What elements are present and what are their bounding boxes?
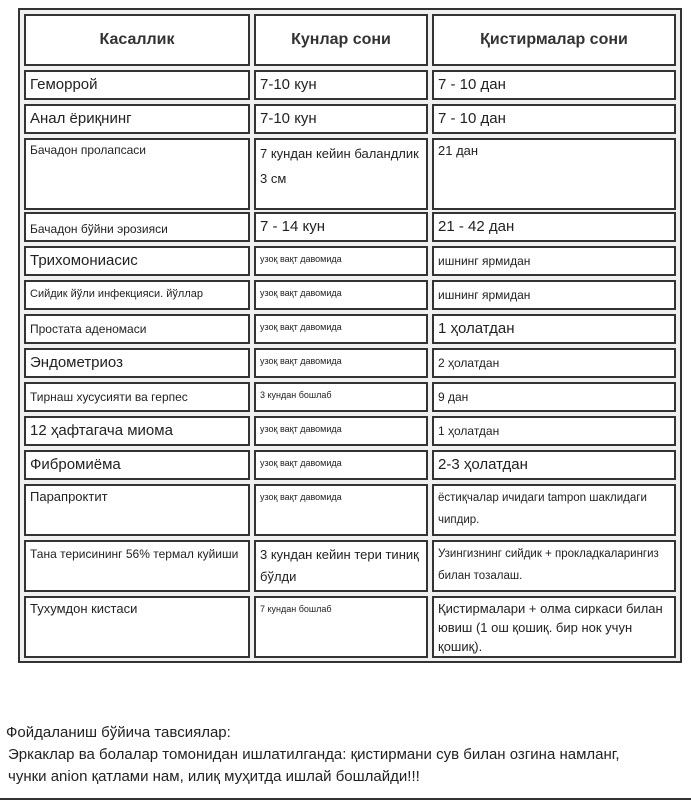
table-row bbox=[24, 540, 676, 592]
count-cell: 1 ҳолатдан bbox=[432, 416, 676, 446]
table-row bbox=[24, 596, 676, 658]
disease-cell: Геморрой bbox=[24, 70, 250, 100]
disease-cell: Бачадон бўйни эрозияси bbox=[24, 212, 250, 242]
table-row bbox=[24, 246, 676, 276]
days-cell: 7-10 кун bbox=[254, 104, 428, 134]
count-cell: 1 ҳолатдан bbox=[432, 314, 676, 344]
usage-recommendations-line-1: Эркаклар ва болалар томонидан ишлатилганда: қистирмани сув билан озгина намланг, bbox=[8, 746, 620, 763]
disease-cell: Бачадон пролапсаси bbox=[24, 138, 250, 210]
count-cell: ёстиқчалар ичидаги tampon шаклидаги чипдир. bbox=[432, 484, 676, 536]
days-cell: узоқ вақт давомида bbox=[254, 484, 428, 536]
days-cell: узоқ вақт давомида bbox=[254, 314, 428, 344]
count-cell: Қистирмалари + олма сиркаси билан ювиш (1 ош қошиқ. бир нок учун қошиқ). bbox=[432, 596, 676, 658]
disease-cell: 12 ҳафтагача миома bbox=[24, 416, 250, 446]
header-days: Кунлар сони bbox=[254, 14, 428, 66]
disease-cell: Трихомониасис bbox=[24, 246, 250, 276]
disease-cell: Фибромиёма bbox=[24, 450, 250, 480]
count-cell: 2 ҳолатдан bbox=[432, 348, 676, 378]
table-row bbox=[24, 212, 676, 242]
disease-cell: Тирнаш хусусияти ва герпес bbox=[24, 382, 250, 412]
header-count: Қистирмалар сони bbox=[432, 14, 676, 66]
table-row bbox=[24, 314, 676, 344]
disease-cell: Простата аденомаси bbox=[24, 314, 250, 344]
table-row bbox=[24, 382, 676, 412]
days-cell: узоқ вақт давомида bbox=[254, 450, 428, 480]
days-cell: 3 кундан кейин тери тиниқ бўлди bbox=[254, 540, 428, 592]
count-cell: 9 дан bbox=[432, 382, 676, 412]
days-cell: 7-10 кун bbox=[254, 70, 428, 100]
days-cell: узоқ вақт давомида bbox=[254, 348, 428, 378]
header-disease: Касаллик bbox=[24, 14, 250, 66]
days-cell: 3 кундан бошлаб bbox=[254, 382, 428, 412]
count-cell: 7 - 10 дан bbox=[432, 104, 676, 134]
days-cell: 7 - 14 кун bbox=[254, 212, 428, 242]
count-cell: 21 - 42 дан bbox=[432, 212, 676, 242]
usage-recommendations-title: Фойдаланиш бўйича тавсиялар: bbox=[6, 724, 231, 741]
count-cell: Узингизнинг сийдик + прокладкаларингиз билан тозалаш. bbox=[432, 540, 676, 592]
table-row bbox=[24, 348, 676, 378]
count-cell: ишнинг ярмидан bbox=[432, 246, 676, 276]
disease-cell: Тухумдон кистаси bbox=[24, 596, 250, 658]
disease-cell: Эндометриоз bbox=[24, 348, 250, 378]
days-cell: 7 кундан бошлаб bbox=[254, 596, 428, 658]
count-cell: 21 дан bbox=[432, 138, 676, 210]
days-cell: узоқ вақт давомида bbox=[254, 246, 428, 276]
disease-cell: Парапроктит bbox=[24, 484, 250, 536]
remedy-table bbox=[18, 8, 682, 663]
disease-cell: Сийдик йўли инфекцияси. йўллар bbox=[24, 280, 250, 310]
table-row bbox=[24, 280, 676, 310]
table-row bbox=[24, 138, 676, 210]
table-row bbox=[24, 484, 676, 536]
table-row bbox=[24, 450, 676, 480]
table-row bbox=[24, 416, 676, 446]
usage-recommendations-line-2: чунки anion қатлами нам, илиқ муҳитда ишлай бошлайди!!! bbox=[8, 768, 420, 785]
count-cell: ишнинг ярмидан bbox=[432, 280, 676, 310]
disease-cell: Анал ёриқнинг bbox=[24, 104, 250, 134]
days-cell: узоқ вақт давомида bbox=[254, 416, 428, 446]
disease-cell: Тана терисининг 56% термал куйиши bbox=[24, 540, 250, 592]
table-header-row bbox=[24, 14, 676, 66]
table-row bbox=[24, 104, 676, 134]
count-cell: 2-3 ҳолатдан bbox=[432, 450, 676, 480]
days-cell: узоқ вақт давомида bbox=[254, 280, 428, 310]
table-row bbox=[24, 70, 676, 100]
count-cell: 7 - 10 дан bbox=[432, 70, 676, 100]
days-cell: 7 кундан кейин баландлик 3 см bbox=[254, 138, 428, 210]
